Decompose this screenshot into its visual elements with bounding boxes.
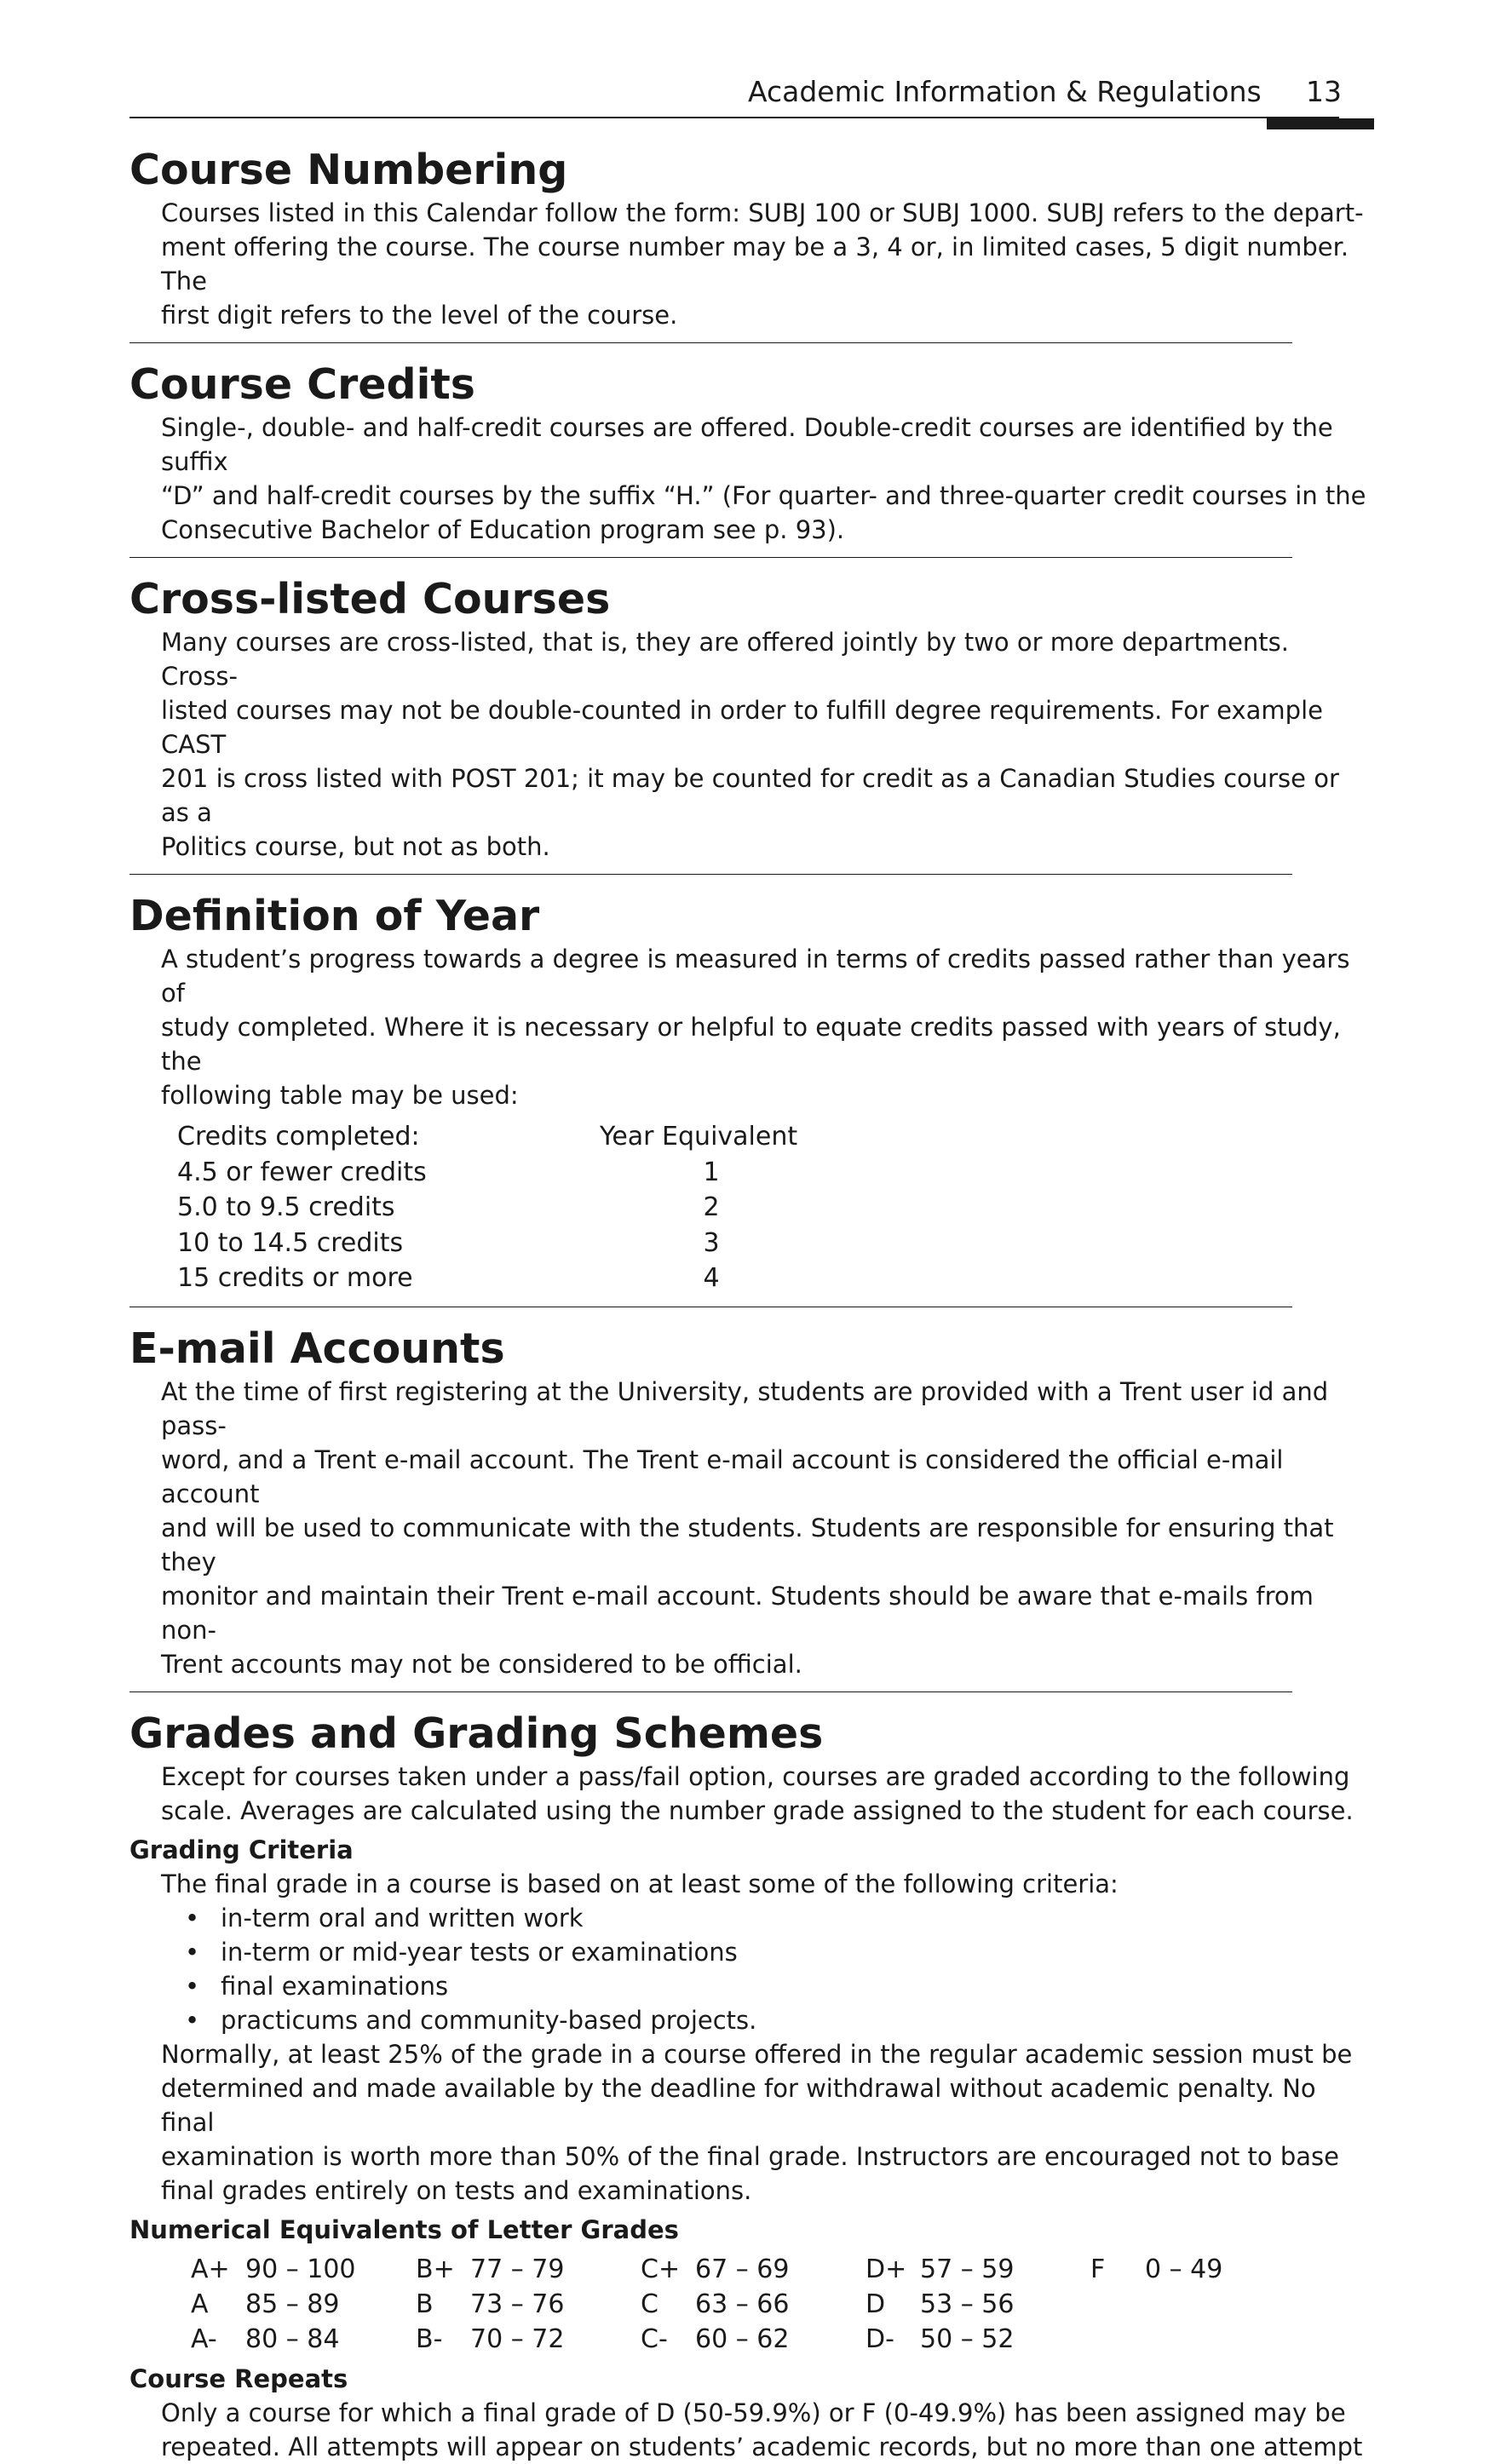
section-definition-of-year [129,891,1373,1307]
table-cell: 1 [703,1157,720,1187]
grade-range: 77 – 79 [470,2254,565,2284]
grade-letter: D+ [866,2254,907,2284]
grade-letter: D [866,2289,886,2319]
section-body: Except for courses taken under a pass/fail option, courses are graded according to the following scale. Averages are calculated using the number grade assigned to the student for each course. [161,1761,1354,1825]
grade-cell [866,2322,1090,2357]
table-cell: 3 [703,1227,720,1258]
grade-letter: C- [641,2323,668,2354]
section-title: Cross-listed Courses [129,575,611,623]
table-header-cell: Credits completed: [177,1122,420,1152]
bullet-icon: • [185,1971,200,2001]
grade-letter: C [641,2289,658,2319]
section-course-credits [129,359,1373,558]
grade-cell [416,2322,641,2357]
list-item-text: practicums and community-based projects. [221,2005,757,2035]
grade-range: 73 – 76 [470,2289,565,2319]
list-item-text: final examinations [221,1971,449,2001]
section-body: Many courses are cross-listed, that is, they are offered jointly by two or more departments. Cross- listed courses may not be double-counted in order to fulfill degree requirements. For example CAST 201 is cross listed with POST 201; it may be counted for credit as a Canadian Studies course or as a Politics course, but not as both. [161,628,1339,861]
grade-range: 53 – 56 [920,2289,1015,2319]
section-title: Course Numbering [129,146,568,194]
grade-letter: D- [866,2323,894,2354]
section-body: Courses listed in this Calendar follow the form: SUBJ 100 or SUBJ 1000. SUBJ refers to the depart- ment offering the course. The course number may be a 3, 4 or, in limited cases, 5 digit number. The first digit refers to the level of the course. [161,198,1364,330]
grade-cell [416,2252,641,2287]
list-item [185,1969,1373,2003]
grade-cell [191,2322,416,2357]
list-item [185,2003,1373,2037]
section-divider [129,557,1292,558]
bullet-icon: • [185,2005,200,2035]
table-header-cell: Year Equivalent [600,1122,798,1152]
table-cell: 4 [703,1263,720,1293]
grade-range: 60 – 62 [695,2323,790,2354]
running-header [748,75,1342,109]
page-number: 13 [1306,75,1342,108]
section-body: At the time of first registering at the University, students are provided with a Trent user id and pass- word, and a Trent e-mail account. The Trent e-mail account is considered the official e-mail account and will be used to communicate with the students. Students are responsible for ensuring that they monitor and maintain their Trent e-mail account. Students should be aware that e-mails from non- Trent accounts may not be considered to be official. [161,1376,1334,1679]
table-row [177,1261,1373,1296]
grade-range: 57 – 59 [920,2254,1015,2284]
grade-cell [1090,2252,1315,2287]
running-title: Academic Information & Regulations [748,75,1262,108]
table-header-row [177,1119,1373,1155]
table-cell: 2 [703,1192,720,1222]
grading-criteria-list [185,1901,1373,2037]
grade-range: 0 – 49 [1145,2254,1223,2284]
page-content [129,145,1373,2464]
grading-criteria-note: Normally, at least 25% of the grade in a course offered in the regular academic session must be determined and made available by the deadline for withdrawal without academic penalty. No final examination is worth more than 50% of the final grade. Instructors are encouraged not to base final grades entirely on tests and examinations. [161,2039,1353,2205]
table-cell: 15 credits or more [177,1263,413,1293]
grade-letter: A+ [191,2254,230,2284]
section-course-numbering [129,145,1373,343]
section-divider [129,342,1292,343]
course-repeats-body: Only a course for which a final grade of D (50-59.9%) or F (0-49.9%) has been assigned may be repeated. All attempts will appear on students’ academic records, but no more than one attempt [161,2398,1363,2461]
grading-criteria-intro: The final grade in a course is based on at least some of the following criteria: [161,1869,1119,1898]
grade-letter: B [416,2289,434,2319]
grade-letter: A- [191,2323,217,2354]
section-title: Course Credits [129,360,475,409]
grade-range: 80 – 84 [245,2323,340,2354]
section-title: Definition of Year [129,892,540,940]
grade-row [191,2322,1373,2357]
letter-grade-table [191,2252,1373,2357]
header-tab-bar [1267,118,1374,129]
grade-letter: B+ [416,2254,455,2284]
subheading-course-repeats: Course Repeats [129,2363,348,2393]
section-body: Single-, double- and half-credit courses are offered. Double-credit courses are identified by the suffix “D” and half-credit courses by the suffix “H.” (For quarter- and three-quarter credit courses in the Consecutive Bachelor of Education program see p. 93). [161,413,1366,544]
section-divider [129,1691,1292,1692]
table-cell: 10 to 14.5 credits [177,1227,404,1258]
grade-cell [641,2287,866,2322]
grade-letter: F [1090,2254,1106,2284]
grade-range: 50 – 52 [920,2323,1015,2354]
grade-cell [416,2287,641,2322]
table-cell: 5.0 to 9.5 credits [177,1192,395,1222]
header-rule [129,117,1339,118]
section-email-accounts [129,1324,1373,1692]
table-row [177,1155,1373,1191]
section-grades-and-grading-schemes [129,1709,1373,2464]
grade-cell [191,2252,416,2287]
grade-row [191,2252,1373,2287]
section-cross-listed-courses [129,574,1373,875]
grade-range: 70 – 72 [470,2323,565,2354]
grade-cell [866,2252,1090,2287]
list-item [185,1901,1373,1935]
section-title: E-mail Accounts [129,1324,505,1373]
list-item-text: in-term oral and written work [221,1903,584,1933]
grade-range: 85 – 89 [245,2289,340,2319]
grade-letter: C+ [641,2254,681,2284]
list-item [185,1935,1373,1969]
grade-range: 67 – 69 [695,2254,790,2284]
year-equivalent-table [177,1119,1373,1296]
grade-range: 90 – 100 [245,2254,356,2284]
grade-cell [866,2287,1090,2322]
grade-letter: A [191,2289,209,2319]
section-title: Grades and Grading Schemes [129,1709,824,1758]
section-divider [129,874,1292,875]
bullet-icon: • [185,1903,200,1933]
table-row [177,1190,1373,1226]
grade-range: 63 – 66 [695,2289,790,2319]
grade-letter: B- [416,2323,443,2354]
bullet-icon: • [185,1937,200,1967]
table-row [177,1226,1373,1261]
subheading-grading-criteria: Grading Criteria [129,1835,354,1864]
table-cell: 4.5 or fewer credits [177,1157,427,1187]
grade-cell [191,2287,416,2322]
section-body: A student’s progress towards a degree is measured in terms of credits passed rather than years of study completed. Where it is necessary or helpful to equate credits passed with years of study, the following table may be used: [161,945,1350,1110]
grade-cell [641,2252,866,2287]
grade-cell [641,2322,866,2357]
list-item-text: in-term or mid-year tests or examinations [221,1937,738,1967]
grade-row [191,2287,1373,2322]
subheading-numerical-equivalents: Numerical Equivalents of Letter Grades [129,2214,679,2244]
